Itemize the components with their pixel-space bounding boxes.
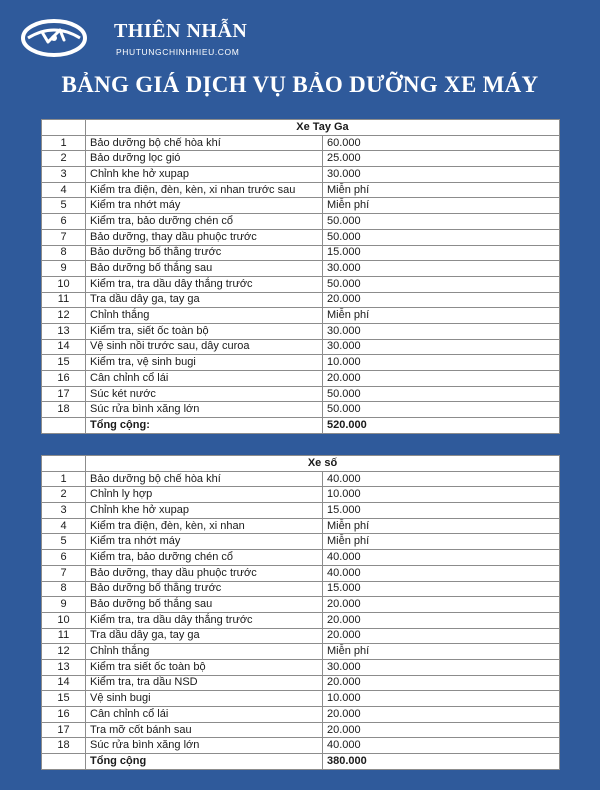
table-row bbox=[42, 503, 560, 519]
service-price: 50.000 bbox=[323, 386, 560, 402]
service-name: Bảo dưỡng bố thắng sau bbox=[86, 261, 323, 277]
total-label: Tổng cộng: bbox=[86, 418, 323, 434]
service-price: Miễn phí bbox=[323, 534, 560, 550]
service-price: 20.000 bbox=[323, 597, 560, 613]
service-name: Tra dầu dây ga, tay ga bbox=[86, 628, 323, 644]
price-table-manual bbox=[41, 455, 560, 770]
table-row bbox=[42, 261, 560, 277]
service-price: 25.000 bbox=[323, 151, 560, 167]
table-row bbox=[42, 659, 560, 675]
service-name: Kiểm tra, tra dầu NSD bbox=[86, 675, 323, 691]
service-name: Súc két nước bbox=[86, 386, 323, 402]
brand-header bbox=[20, 14, 420, 60]
service-name: Kiểm tra nhớt máy bbox=[86, 198, 323, 214]
table-row bbox=[42, 691, 560, 707]
brand-url: PHUTUNGCHINHHIEU.COM bbox=[116, 47, 240, 57]
table-row bbox=[42, 518, 560, 534]
row-number: 9 bbox=[42, 597, 86, 613]
table-row bbox=[42, 612, 560, 628]
table-row bbox=[42, 355, 560, 371]
table-row bbox=[42, 386, 560, 402]
row-number: 2 bbox=[42, 151, 86, 167]
table-heading: Xe Tay Ga bbox=[86, 120, 560, 136]
service-price: 30.000 bbox=[323, 167, 560, 183]
service-price: 15.000 bbox=[323, 245, 560, 261]
row-number: 4 bbox=[42, 518, 86, 534]
service-price: 20.000 bbox=[323, 675, 560, 691]
service-name: Kiểm tra nhớt máy bbox=[86, 534, 323, 550]
service-name: Kiểm tra, vệ sinh bugi bbox=[86, 355, 323, 371]
table-row bbox=[42, 534, 560, 550]
row-number: 8 bbox=[42, 581, 86, 597]
service-name: Bảo dưỡng bố thắng sau bbox=[86, 597, 323, 613]
total-row bbox=[42, 754, 560, 770]
service-price: 60.000 bbox=[323, 135, 560, 151]
table-row bbox=[42, 135, 560, 151]
service-price: 10.000 bbox=[323, 355, 560, 371]
service-name: Bảo dưỡng bộ chế hòa khí bbox=[86, 471, 323, 487]
table-row bbox=[42, 323, 560, 339]
row-number: 10 bbox=[42, 276, 86, 292]
row-number: 14 bbox=[42, 675, 86, 691]
service-name: Chỉnh khe hở xupap bbox=[86, 167, 323, 183]
service-price: 20.000 bbox=[323, 707, 560, 723]
service-price: 50.000 bbox=[323, 276, 560, 292]
table-row bbox=[42, 738, 560, 754]
service-price: 20.000 bbox=[323, 722, 560, 738]
table-heading-spacer bbox=[42, 120, 86, 136]
service-price: 15.000 bbox=[323, 581, 560, 597]
service-price: 20.000 bbox=[323, 612, 560, 628]
service-name: Kiểm tra, bảo dưỡng chén cổ bbox=[86, 550, 323, 566]
row-number: 10 bbox=[42, 612, 86, 628]
row-number: 7 bbox=[42, 229, 86, 245]
service-price: 30.000 bbox=[323, 339, 560, 355]
brand-name: THIÊN NHẪN bbox=[114, 20, 248, 42]
table-row bbox=[42, 550, 560, 566]
row-number: 4 bbox=[42, 182, 86, 198]
row-number: 14 bbox=[42, 339, 86, 355]
service-price: 40.000 bbox=[323, 471, 560, 487]
row-number: 15 bbox=[42, 691, 86, 707]
table-heading: Xe số bbox=[86, 456, 560, 472]
row-number: 13 bbox=[42, 659, 86, 675]
service-price: Miễn phí bbox=[323, 198, 560, 214]
service-name: Kiểm tra điện, đèn, kèn, xi nhan trước sau bbox=[86, 182, 323, 198]
service-price: 20.000 bbox=[323, 371, 560, 387]
table-row bbox=[42, 229, 560, 245]
service-price: Miễn phí bbox=[323, 308, 560, 324]
table-row bbox=[42, 214, 560, 230]
table-row bbox=[42, 371, 560, 387]
table-row bbox=[42, 245, 560, 261]
table-row bbox=[42, 308, 560, 324]
row-number: 13 bbox=[42, 323, 86, 339]
table-row bbox=[42, 581, 560, 597]
service-name: Chỉnh ly hợp bbox=[86, 487, 323, 503]
row-number: 18 bbox=[42, 738, 86, 754]
table-row bbox=[42, 198, 560, 214]
table-row bbox=[42, 182, 560, 198]
table-row bbox=[42, 151, 560, 167]
row-number: 5 bbox=[42, 534, 86, 550]
row-number: 12 bbox=[42, 644, 86, 660]
row-number: 8 bbox=[42, 245, 86, 261]
row-number: 2 bbox=[42, 487, 86, 503]
row-number: 16 bbox=[42, 707, 86, 723]
service-name: Bảo dưỡng, thay dầu phuộc trước bbox=[86, 565, 323, 581]
service-name: Kiểm tra siết ốc toàn bộ bbox=[86, 659, 323, 675]
service-name: Súc rửa bình xăng lớn bbox=[86, 402, 323, 418]
service-name: Kiểm tra, bảo dưỡng chén cổ bbox=[86, 214, 323, 230]
service-price: 20.000 bbox=[323, 628, 560, 644]
service-name: Kiểm tra, siết ốc toàn bộ bbox=[86, 323, 323, 339]
table-row bbox=[42, 707, 560, 723]
table-row bbox=[42, 276, 560, 292]
service-price: 30.000 bbox=[323, 323, 560, 339]
service-price: 30.000 bbox=[323, 261, 560, 277]
total-spacer bbox=[42, 754, 86, 770]
service-price: 50.000 bbox=[323, 229, 560, 245]
service-price: 30.000 bbox=[323, 659, 560, 675]
table-row bbox=[42, 292, 560, 308]
service-name: Tra mỡ cốt bánh sau bbox=[86, 722, 323, 738]
table-row bbox=[42, 597, 560, 613]
table-row bbox=[42, 471, 560, 487]
row-number: 16 bbox=[42, 371, 86, 387]
service-price: Miễn phí bbox=[323, 644, 560, 660]
row-number: 6 bbox=[42, 550, 86, 566]
row-number: 12 bbox=[42, 308, 86, 324]
service-name: Chỉnh thắng bbox=[86, 308, 323, 324]
total-row bbox=[42, 418, 560, 434]
row-number: 9 bbox=[42, 261, 86, 277]
service-price: 40.000 bbox=[323, 738, 560, 754]
service-name: Vệ sinh nồi trước sau, dây curoa bbox=[86, 339, 323, 355]
table-row bbox=[42, 565, 560, 581]
row-number: 17 bbox=[42, 722, 86, 738]
row-number: 3 bbox=[42, 167, 86, 183]
service-name: Bảo dưỡng, thay dầu phuộc trước bbox=[86, 229, 323, 245]
table-row bbox=[42, 339, 560, 355]
row-number: 1 bbox=[42, 135, 86, 151]
service-price: 10.000 bbox=[323, 487, 560, 503]
table-row bbox=[42, 628, 560, 644]
row-number: 6 bbox=[42, 214, 86, 230]
service-name: Bảo dưỡng lọc gió bbox=[86, 151, 323, 167]
service-price: 15.000 bbox=[323, 503, 560, 519]
row-number: 15 bbox=[42, 355, 86, 371]
page-title: BẢNG GIÁ DỊCH VỤ BẢO DƯỠNG XE MÁY bbox=[61, 72, 539, 97]
service-name: Bảo dưỡng bố thắng trước bbox=[86, 245, 323, 261]
total-spacer bbox=[42, 418, 86, 434]
service-name: Chỉnh khe hở xupap bbox=[86, 503, 323, 519]
service-name: Tra dầu dây ga, tay ga bbox=[86, 292, 323, 308]
row-number: 3 bbox=[42, 503, 86, 519]
service-price: 40.000 bbox=[323, 565, 560, 581]
service-price: 20.000 bbox=[323, 292, 560, 308]
table-row bbox=[42, 722, 560, 738]
row-number: 17 bbox=[42, 386, 86, 402]
service-name: Bảo dưỡng bố thắng trước bbox=[86, 581, 323, 597]
total-value: 520.000 bbox=[323, 418, 560, 434]
table-heading-row bbox=[42, 120, 560, 136]
table-row bbox=[42, 675, 560, 691]
table-row bbox=[42, 644, 560, 660]
table-heading-row bbox=[42, 456, 560, 472]
row-number: 11 bbox=[42, 628, 86, 644]
table-row bbox=[42, 167, 560, 183]
service-name: Kiểm tra, tra dầu dây thắng trước bbox=[86, 276, 323, 292]
table-row bbox=[42, 487, 560, 503]
wheel-logo-icon bbox=[20, 18, 88, 58]
service-name: Cân chỉnh cổ lái bbox=[86, 371, 323, 387]
table-heading-spacer bbox=[42, 456, 86, 472]
row-number: 1 bbox=[42, 471, 86, 487]
service-price: 50.000 bbox=[323, 402, 560, 418]
service-name: Chỉnh thắng bbox=[86, 644, 323, 660]
row-number: 5 bbox=[42, 198, 86, 214]
row-number: 7 bbox=[42, 565, 86, 581]
service-price: Miễn phí bbox=[323, 518, 560, 534]
row-number: 11 bbox=[42, 292, 86, 308]
row-number: 18 bbox=[42, 402, 86, 418]
table-row bbox=[42, 402, 560, 418]
service-price: 40.000 bbox=[323, 550, 560, 566]
service-name: Vệ sinh bugi bbox=[86, 691, 323, 707]
service-price: 50.000 bbox=[323, 214, 560, 230]
total-value: 380.000 bbox=[323, 754, 560, 770]
service-price: Miễn phí bbox=[323, 182, 560, 198]
total-label: Tổng cộng bbox=[86, 754, 323, 770]
service-name: Kiểm tra, tra dầu dây thắng trước bbox=[86, 612, 323, 628]
service-name: Cân chỉnh cổ lái bbox=[86, 707, 323, 723]
service-price: 10.000 bbox=[323, 691, 560, 707]
service-name: Súc rửa bình xăng lớn bbox=[86, 738, 323, 754]
service-name: Bảo dưỡng bộ chế hòa khí bbox=[86, 135, 323, 151]
service-name: Kiểm tra điện, đèn, kèn, xi nhan bbox=[86, 518, 323, 534]
price-table-scooter bbox=[41, 119, 560, 434]
